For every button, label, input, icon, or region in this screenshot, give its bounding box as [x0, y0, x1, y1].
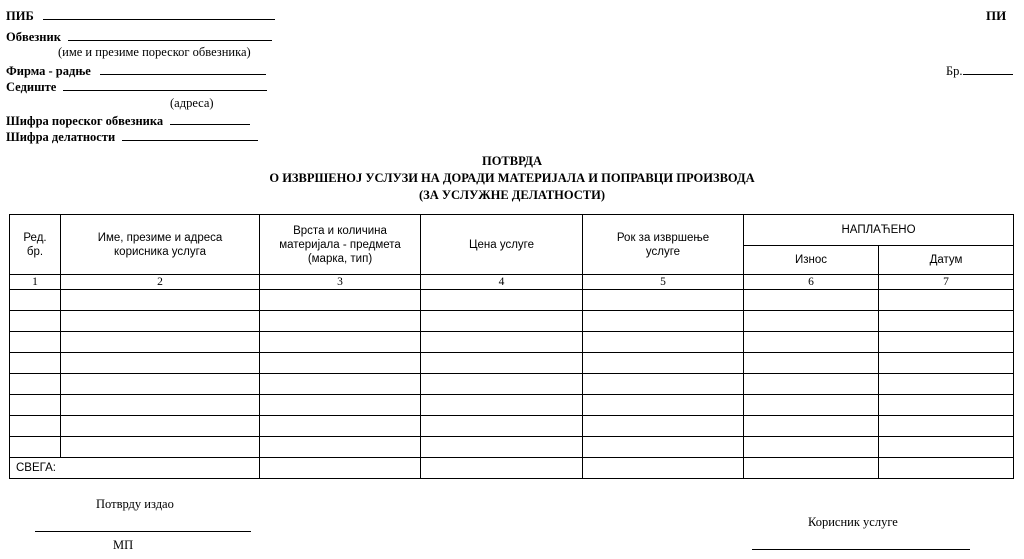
table-cell[interactable] [583, 332, 744, 353]
sifra-obveznika-input-line[interactable] [170, 113, 250, 125]
issued-by-label: Потврду издао [96, 497, 174, 511]
table-cell[interactable] [421, 353, 583, 374]
table-cell[interactable] [879, 416, 1014, 437]
table-cell[interactable] [61, 437, 260, 458]
total-label: СВЕГА: [10, 458, 260, 479]
table-cell[interactable] [260, 311, 421, 332]
table-cell[interactable] [421, 437, 583, 458]
sifra-delatnosti-field [6, 129, 258, 145]
col-header-price: Цена услуге [421, 215, 583, 275]
table-cell[interactable] [421, 311, 583, 332]
total-cell[interactable] [879, 458, 1014, 479]
doc-title-line1: ПОТВРДА [481, 154, 543, 168]
table-cell[interactable] [260, 416, 421, 437]
col-header-deadline-label: Рок за извршење услуге [616, 231, 710, 258]
doc-title-line3: (ЗА УСЛУЖНЕ ДЕЛАТНОСТИ) [418, 188, 606, 202]
table-cell[interactable] [421, 374, 583, 395]
total-cell[interactable] [421, 458, 583, 479]
table-cell[interactable] [61, 353, 260, 374]
table-cell[interactable] [61, 374, 260, 395]
col-number: 6 [744, 275, 879, 290]
table-cell[interactable] [583, 395, 744, 416]
table-cell[interactable] [421, 395, 583, 416]
table-cell[interactable] [744, 311, 879, 332]
table-row [10, 416, 1014, 437]
form-code: ПИ [986, 8, 1007, 23]
col-number: 5 [583, 275, 744, 290]
total-cell[interactable] [583, 458, 744, 479]
table-cell[interactable] [260, 437, 421, 458]
table-row [10, 395, 1014, 416]
table-cell[interactable] [879, 290, 1014, 311]
adresa-hint: (адреса) [170, 96, 214, 110]
total-cell[interactable] [260, 458, 421, 479]
col-number: 3 [260, 275, 421, 290]
firma-input-line[interactable] [100, 63, 266, 75]
table-cell[interactable] [260, 353, 421, 374]
table-cell[interactable] [879, 395, 1014, 416]
firma-label: Фирма - радње [6, 64, 91, 78]
col-header-charged: НАПЛАЋЕНО [744, 215, 1014, 246]
table-cell[interactable] [879, 437, 1014, 458]
col-number: 2 [61, 275, 260, 290]
table-cell[interactable] [583, 290, 744, 311]
pib-label: ПИБ [6, 9, 34, 23]
table-cell[interactable] [260, 332, 421, 353]
col-header-client [61, 215, 260, 275]
table-cell[interactable] [583, 353, 744, 374]
col-header-material [260, 215, 421, 275]
table-cell[interactable] [879, 374, 1014, 395]
table-row [10, 374, 1014, 395]
total-row [10, 458, 1014, 479]
col-header-red-br-label: Ред. бр. [23, 231, 47, 258]
col-header-client-label: Име, презиме и адреса корисника услуга [97, 231, 223, 258]
issued-by-signature-line[interactable] [35, 531, 251, 532]
table-row [10, 290, 1014, 311]
table-cell[interactable] [61, 290, 260, 311]
table-row [10, 311, 1014, 332]
table-cell[interactable] [744, 437, 879, 458]
table-cell[interactable] [744, 353, 879, 374]
br-input-line[interactable] [963, 63, 1013, 75]
table-cell[interactable] [879, 353, 1014, 374]
table-row [10, 353, 1014, 374]
col-header-amount: Износ [744, 246, 879, 275]
table-cell[interactable] [10, 437, 61, 458]
table-cell[interactable] [879, 332, 1014, 353]
table-cell[interactable] [260, 395, 421, 416]
table-cell[interactable] [10, 311, 61, 332]
table-row [10, 332, 1014, 353]
table-cell[interactable] [421, 332, 583, 353]
table-cell[interactable] [10, 395, 61, 416]
table-cell[interactable] [744, 290, 879, 311]
doc-title-line2: О ИЗВРШЕНОЈ УСЛУЗИ НА ДОРАДИ МАТЕРИЈАЛА И ПОПРАВЦИ ПРОИЗВОДА [269, 171, 755, 185]
firma-field [6, 63, 266, 79]
table-cell[interactable] [10, 353, 61, 374]
obveznik-input-line[interactable] [68, 29, 272, 41]
service-table [9, 214, 1014, 479]
sifra-obveznika-field [6, 113, 250, 129]
table-cell[interactable] [10, 416, 61, 437]
table-cell[interactable] [744, 332, 879, 353]
table-cell[interactable] [260, 374, 421, 395]
sifra-delatnosti-label: Шифра делатности [6, 130, 116, 144]
table-cell[interactable] [421, 290, 583, 311]
total-cell[interactable] [744, 458, 879, 479]
table-cell[interactable] [744, 395, 879, 416]
col-number: 1 [10, 275, 61, 290]
obveznik-field [6, 29, 272, 45]
table-cell[interactable] [744, 416, 879, 437]
obveznik-hint: (име и презиме пореског обвезника) [58, 45, 251, 59]
br-field [946, 63, 1013, 79]
pib-input-line[interactable] [43, 8, 275, 20]
table-cell[interactable] [61, 332, 260, 353]
table-cell[interactable] [260, 290, 421, 311]
sifra-delatnosti-input-line[interactable] [122, 129, 258, 141]
table-cell[interactable] [61, 416, 260, 437]
table-cell[interactable] [744, 374, 879, 395]
pib-field [6, 8, 275, 24]
sediste-label: Седиште [6, 80, 57, 94]
client-label: Корисник услуге [808, 515, 898, 529]
col-header-red-br [10, 215, 61, 275]
table-cell[interactable] [583, 374, 744, 395]
sifra-obveznika-label: Шифра пореског обвезника [6, 114, 164, 128]
br-label: Бр. [946, 64, 963, 78]
col-number: 7 [879, 275, 1014, 290]
col-header-deadline [583, 215, 744, 275]
table-cell[interactable] [10, 332, 61, 353]
table-row [10, 437, 1014, 458]
col-number: 4 [421, 275, 583, 290]
table-cell[interactable] [10, 374, 61, 395]
client-signature-line[interactable] [752, 549, 970, 550]
col-header-material-label: Врста и количина материјала - предмета (марка, тип) [279, 224, 401, 265]
obveznik-label: Обвезник [6, 30, 61, 44]
table-cell[interactable] [583, 311, 744, 332]
column-numbers-row [10, 275, 1014, 290]
table-cell[interactable] [61, 311, 260, 332]
sediste-field [6, 79, 267, 95]
table-cell[interactable] [879, 311, 1014, 332]
mp-label: МП [113, 538, 134, 552]
col-header-date: Датум [879, 246, 1014, 275]
sediste-input-line[interactable] [63, 79, 267, 91]
table-cell[interactable] [421, 416, 583, 437]
table-cell[interactable] [583, 437, 744, 458]
table-cell[interactable] [61, 395, 260, 416]
table-cell[interactable] [583, 416, 744, 437]
table-cell[interactable] [10, 290, 61, 311]
